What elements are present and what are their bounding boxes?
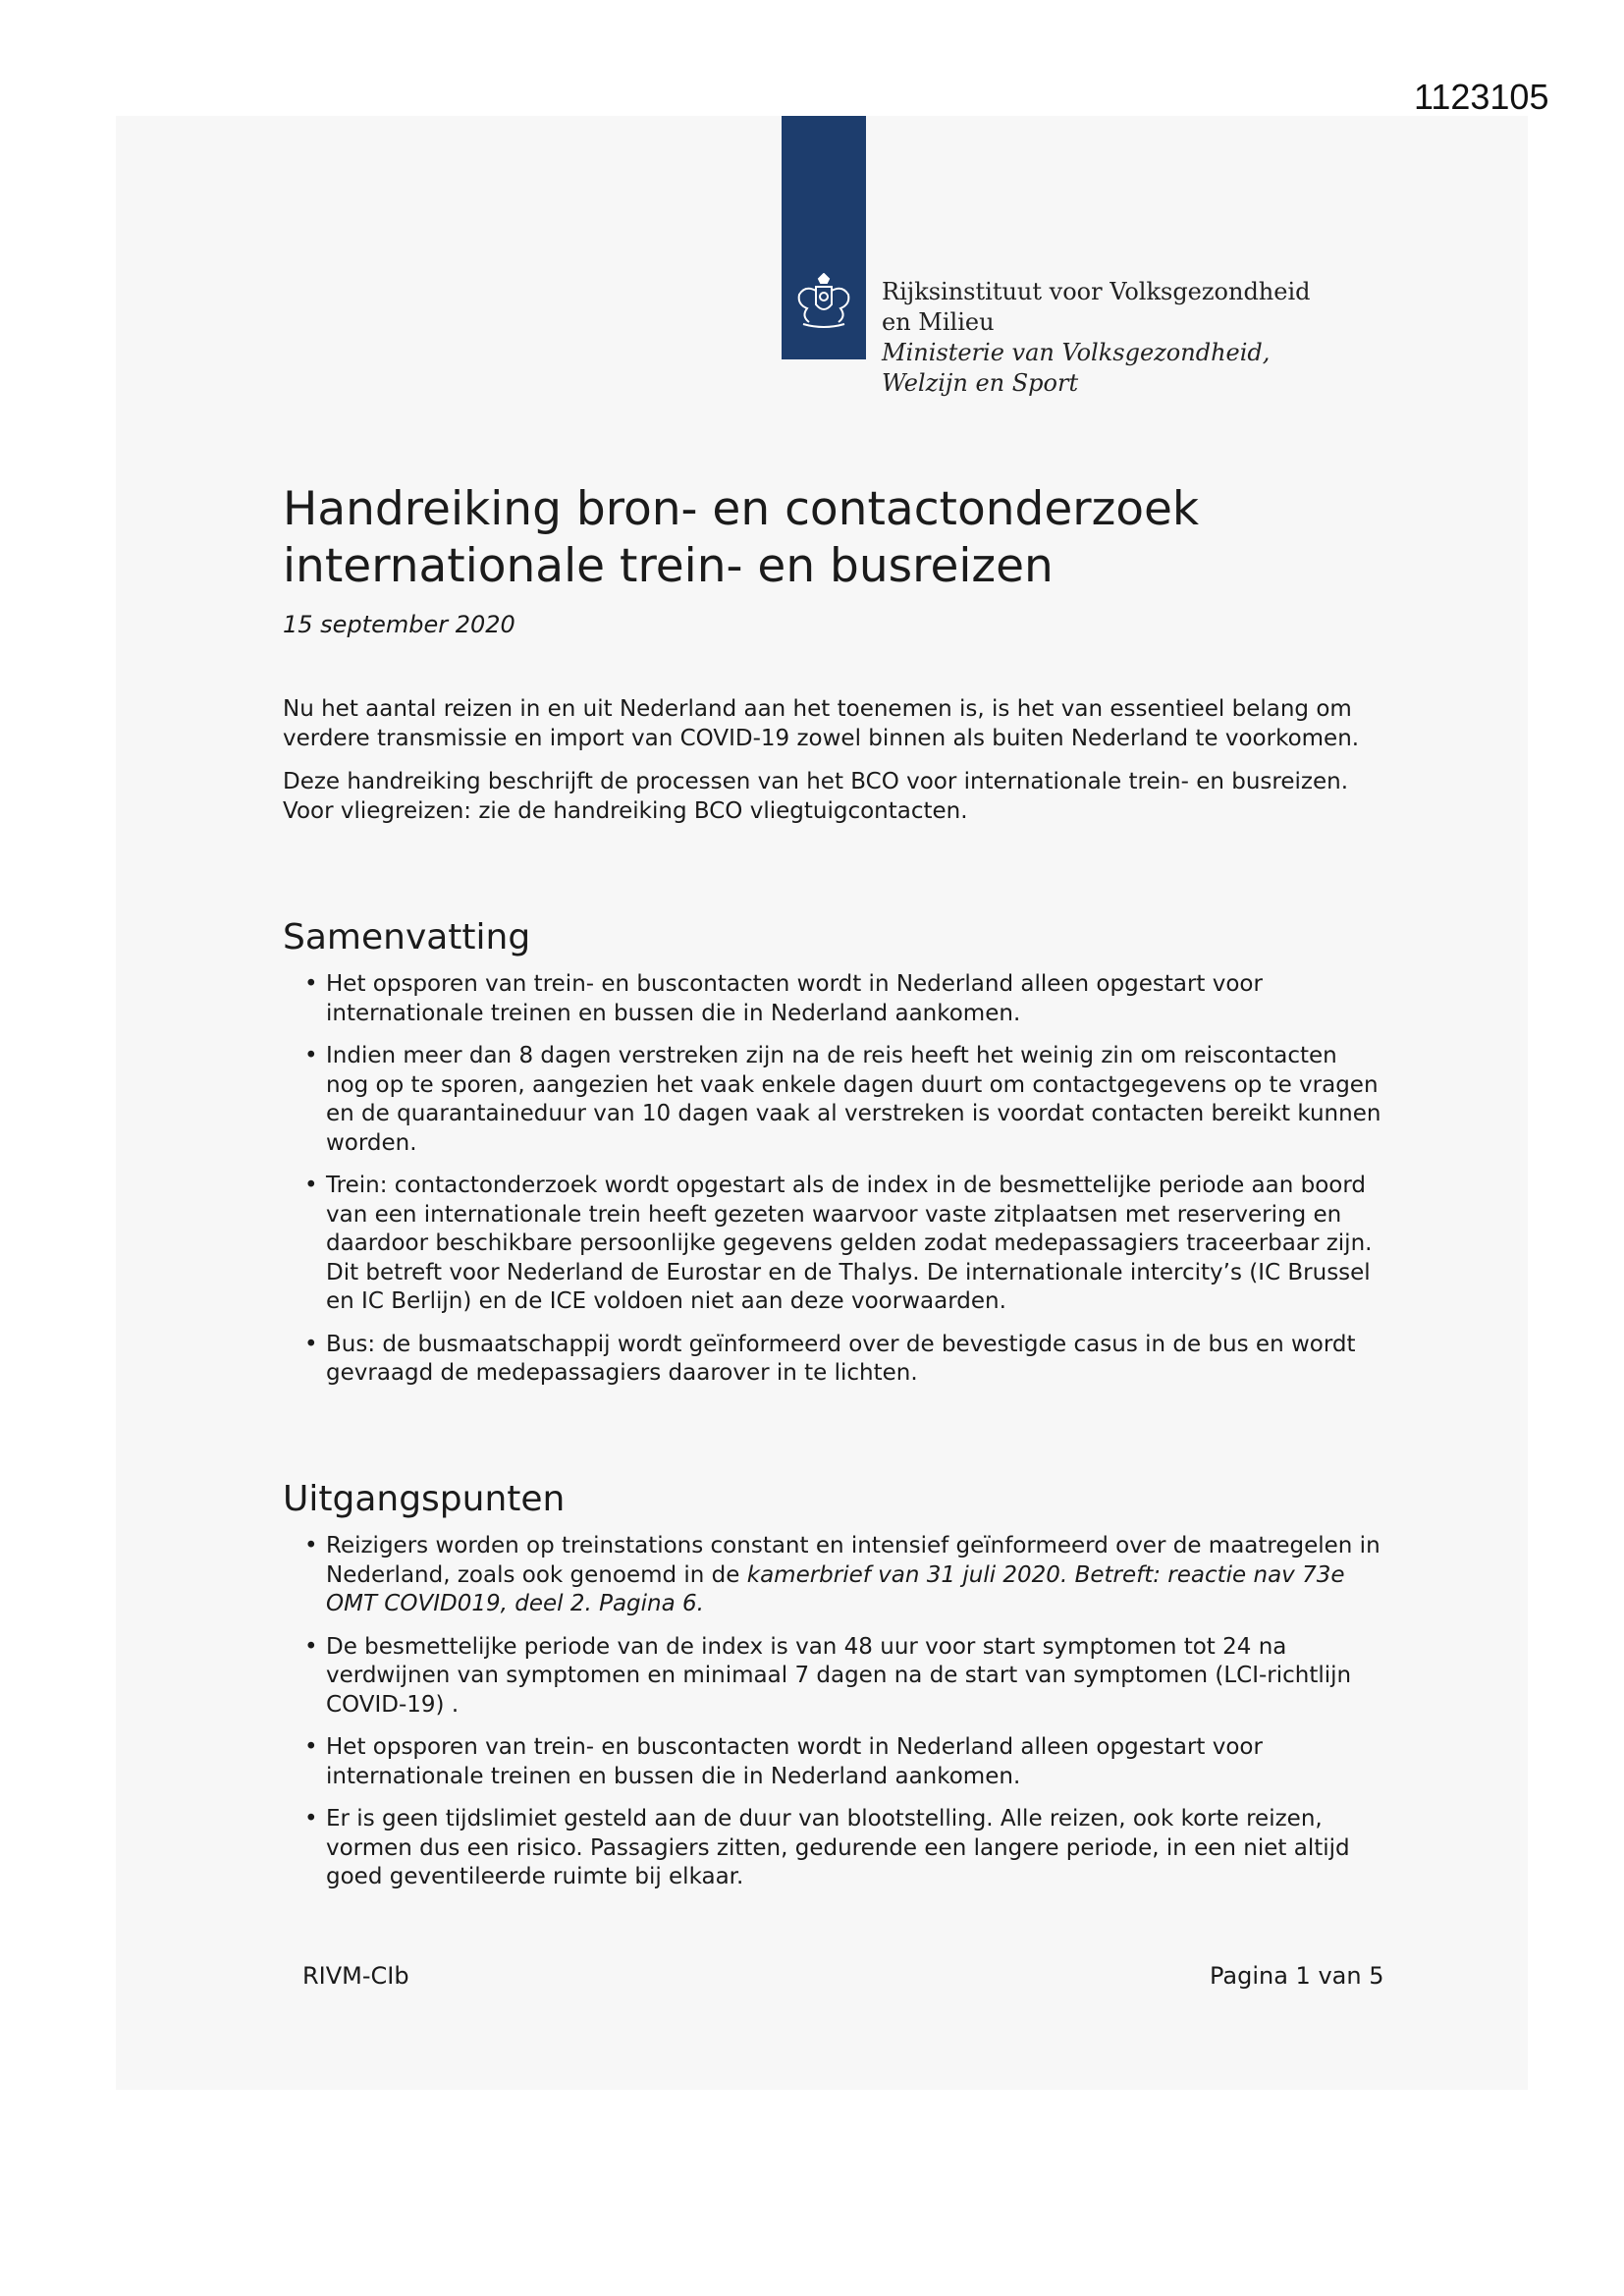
intro-section	[283, 695, 1382, 841]
bullet-icon: •	[304, 1043, 318, 1068]
government-logo	[782, 116, 866, 359]
title-line-1: Handreiking bron- en contactonderzoek	[283, 482, 1200, 536]
summary-list	[283, 970, 1382, 1402]
organization-name	[882, 277, 1311, 399]
list-item: • Reizigers worden op treinstations constant en intensief geïnformeerd over de maatregelen in Nederland, zoals ook genoemd in de kamerbrief van 31 juli 2020. Betreft: reactie nav 73e OMT COVID019, deel 2. Pagina 6.	[304, 1533, 1380, 1616]
letter-reference: kamerbrief van 31 juli 2020. Betreft: reactie nav 73e OMT COVID019, deel 2. Pagina 6.	[326, 1561, 1345, 1616]
bullet-icon: •	[304, 1734, 318, 1760]
bullet-icon: •	[304, 1331, 318, 1357]
title-line-2: internationale trein- en busreizen	[283, 539, 1054, 593]
list-item: • Het opsporen van trein- en buscontacten wordt in Nederland alleen opgestart voor internationale treinen en bussen die in Nederland aankomen.	[304, 971, 1263, 1026]
bullet-icon: •	[304, 1533, 318, 1558]
list-item: • Trein: contactonderzoek wordt opgestart als de index in de besmettelijke periode aan boord van een internationale trein heeft gezeten waarvoor vaste zitplaatsen met reservering en daardoor beschikbare persoonlijke gegevens gelden zodat medepassagiers traceerbaar zijn. Dit betreft voor Nederland de Eurostar en de Thalys. De internationale intercity’s (IC Brussel en IC Berlijn) en de ICE voldoen niet aan deze voorwaarden.	[304, 1173, 1373, 1314]
list-item: • Bus: de busmaatschappij wordt geïnformeerd over de bevestigde casus in de bus en wordt gevraagd de medepassagiers daarover in te lichten.	[304, 1331, 1356, 1386]
list-item: • Er is geen tijdslimiet gesteld aan de duur van blootstelling. Alle reizen, ook korte reizen, vormen dus een risico. Passagiers zitten, gedurende een langere periode, in een niet altijd goed geventileerde ruimte bij elkaar.	[304, 1806, 1350, 1889]
intro-paragraph: Nu het aantal reizen in en uit Nederland aan het toenemen is, is het van essentieel belang om verdere transmissie en import van COVID-19 zowel binnen als buiten Nederland te voorkomen.	[283, 696, 1360, 751]
summary-heading: Samenvatting	[283, 917, 531, 957]
bullet-icon: •	[304, 971, 318, 997]
ministry-line-2: Welzijn en Sport	[882, 369, 1079, 397]
list-item: • De besmettelijke periode van de index is van 48 uur voor start symptomen tot 24 na verdwijnen van symptomen en minimaal 7 dagen na de start van symptomen (LCI-richtlijn COVID-19) .	[304, 1633, 1352, 1718]
bullet-icon: •	[304, 1633, 318, 1660]
org-line-1: Rijksinstituut voor Volksgezondheid	[882, 278, 1311, 305]
page-title	[283, 481, 1199, 595]
document-number: 1123105	[1414, 77, 1549, 117]
intro-paragraph: Deze handreiking beschrijft de processen van het BCO voor internationale trein- en busreizen. Voor vliegreizen: zie de handreiking BCO vliegtuigcontacten.	[283, 769, 1349, 824]
ministry-line-1: Ministerie van Volksgezondheid,	[882, 339, 1271, 366]
principles-heading: Uitgangspunten	[283, 1479, 566, 1519]
page-number: Pagina 1 van 5	[1210, 1962, 1384, 1990]
principles-list	[283, 1532, 1382, 1906]
bullet-icon: •	[304, 1806, 318, 1831]
footer-organization: RIVM-CIb	[302, 1962, 409, 1990]
list-item: • Het opsporen van trein- en buscontacten wordt in Nederland alleen opgestart voor internationale treinen en bussen die in Nederland aankomen.	[304, 1734, 1263, 1789]
coat-of-arms-icon	[789, 273, 858, 330]
list-item: • Indien meer dan 8 dagen verstreken zijn na de reis heeft het weinig zin om reiscontacten nog op te sporen, aangezien het vaak enkele dagen duurt om contactgegevens op te vragen en de quarantaineduur van 10 dagen vaak al verstreken is voordat contacten bereikt kunnen worden.	[304, 1043, 1381, 1156]
org-line-2: en Milieu	[882, 308, 995, 336]
document-date: 15 september 2020	[283, 611, 515, 638]
bullet-icon: •	[304, 1173, 318, 1198]
